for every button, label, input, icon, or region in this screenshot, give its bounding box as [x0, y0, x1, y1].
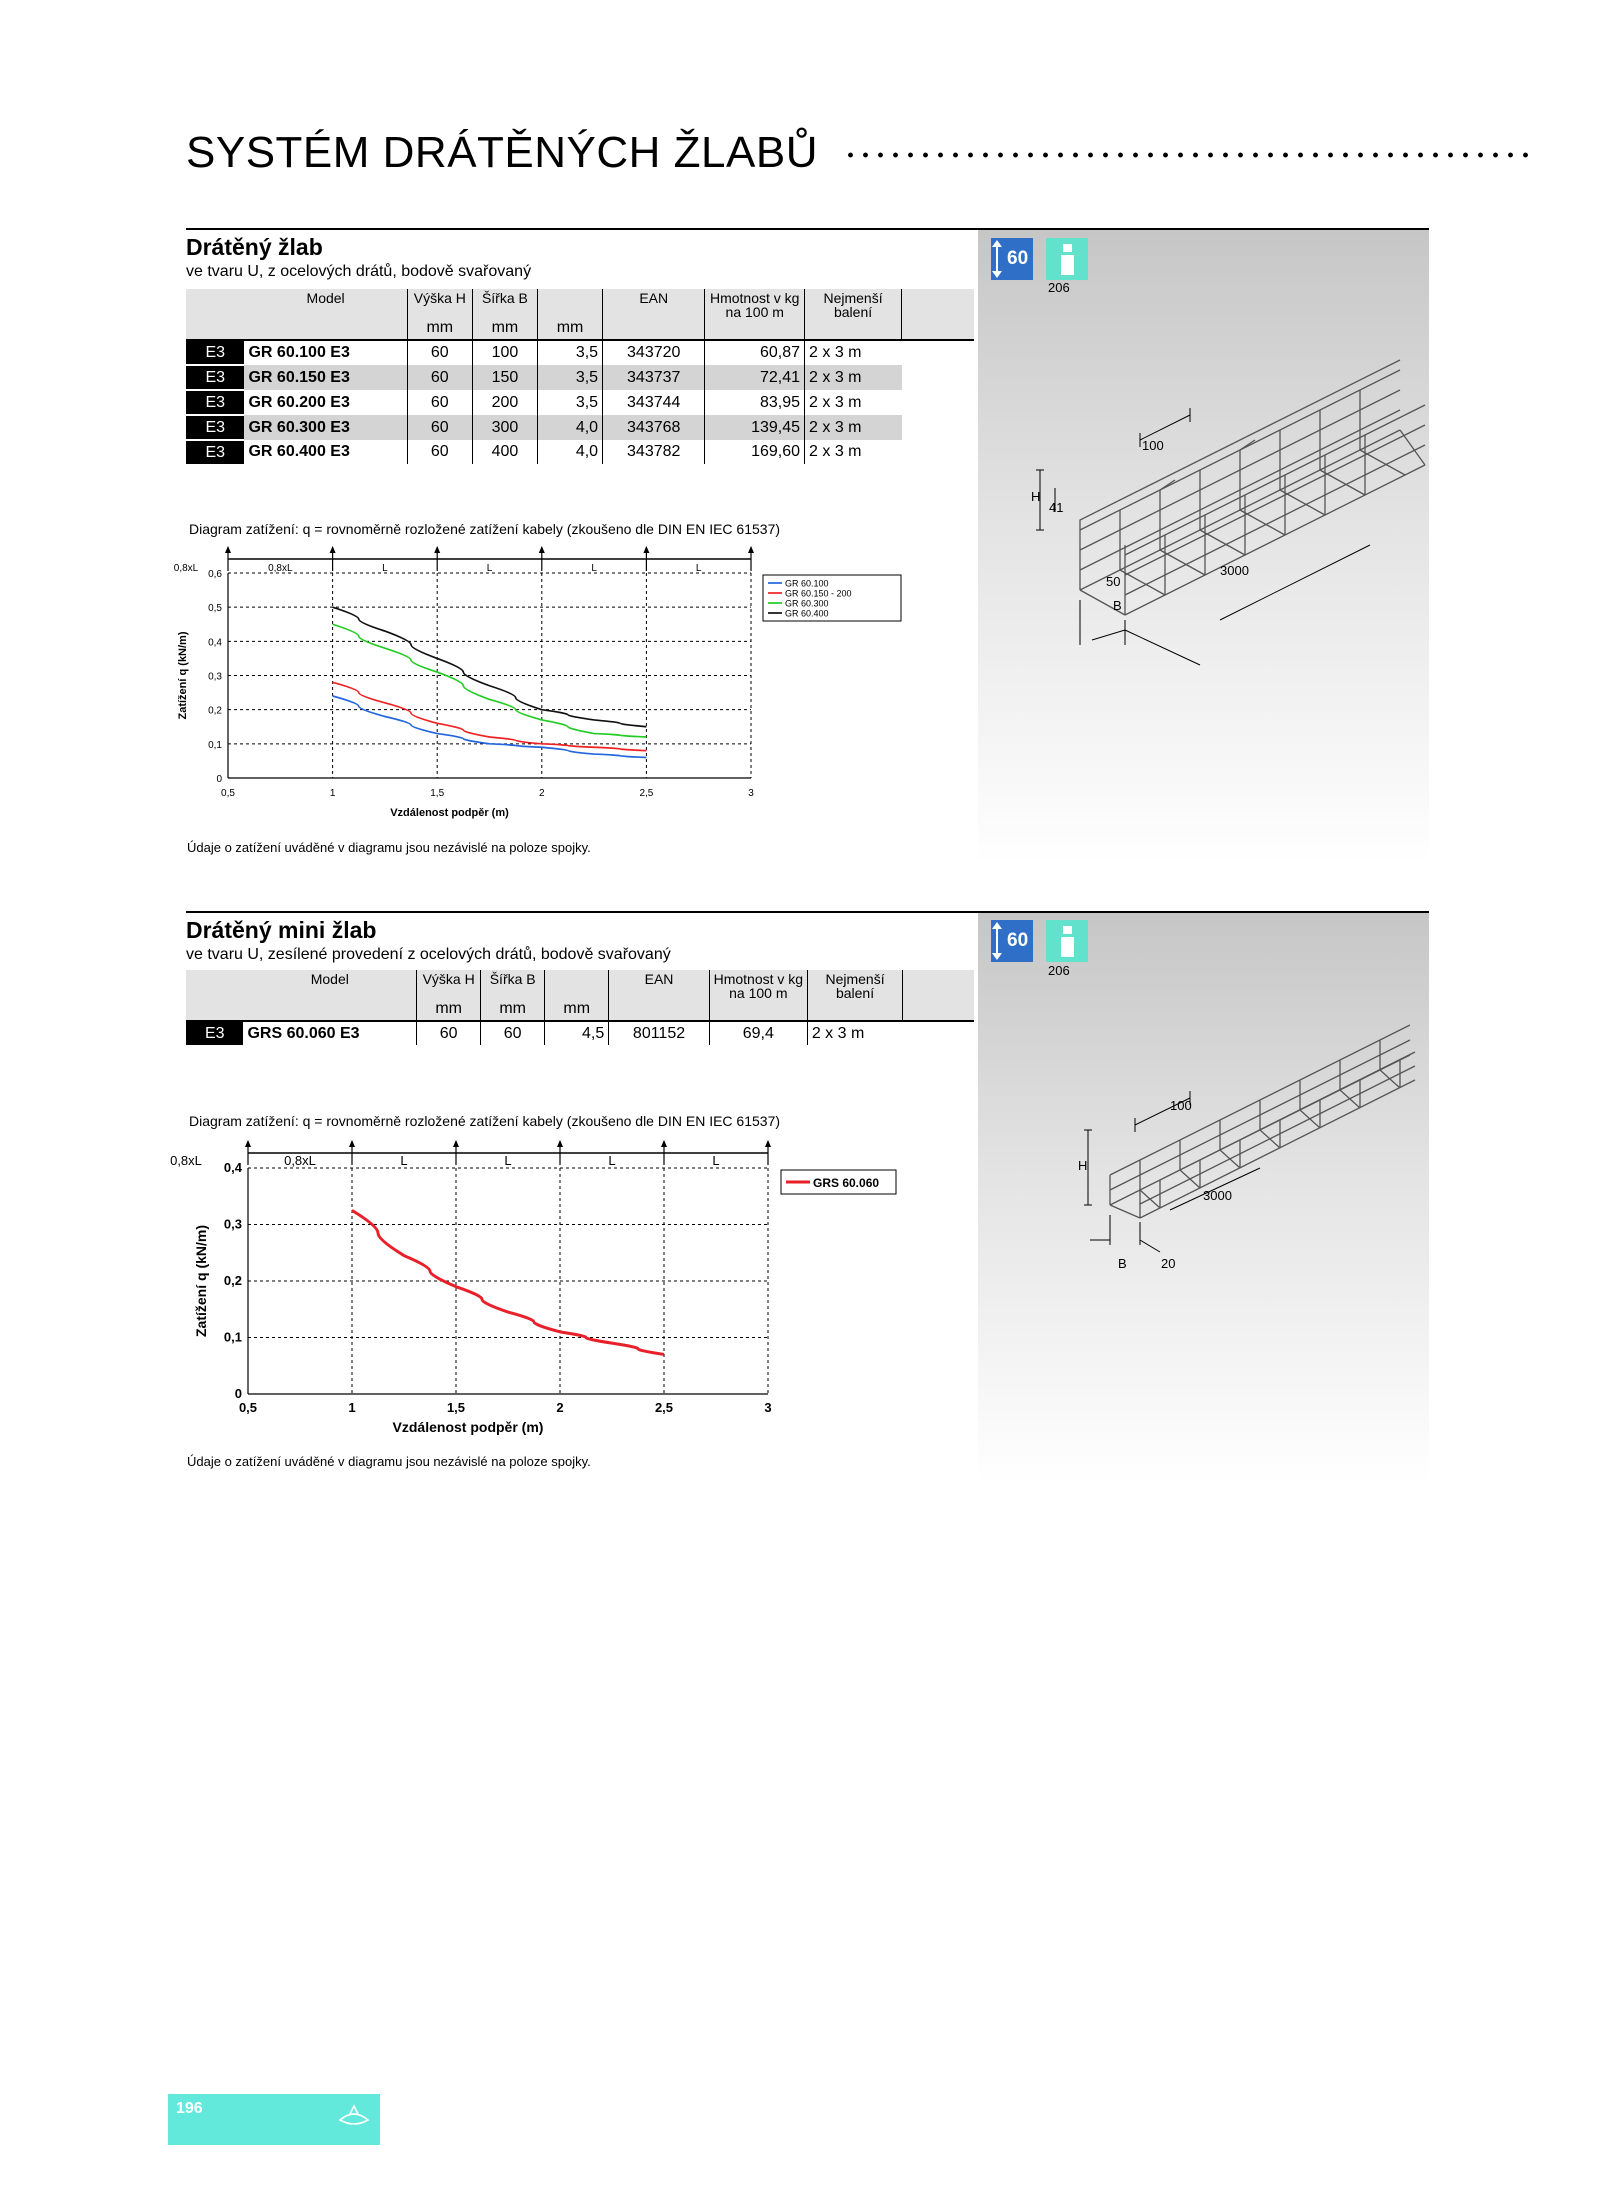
cell-wire: 3,5 [537, 340, 602, 365]
span-label: L [712, 1153, 720, 1168]
span-label: L [591, 563, 597, 574]
x-tick-label: 3 [748, 788, 754, 799]
cell-model: GR 60.150 E3 [244, 365, 407, 390]
info-icon[interactable] [1046, 238, 1088, 280]
mini-wire-tray-drawing [1060, 990, 1420, 1290]
span-label: L [608, 1153, 616, 1168]
e3-tag: E3 [186, 365, 244, 390]
cell-wire: 4,5 [545, 1021, 609, 1045]
cell-width: 60 [481, 1021, 545, 1045]
y-axis-label: Zatížení q (kN/m) [177, 631, 189, 720]
x-tick-label: 2,5 [639, 788, 654, 799]
x-tick-label: 1,5 [430, 788, 445, 799]
cell-pack: 2 x 3 m [805, 390, 902, 415]
cell-height: 60 [407, 415, 472, 440]
col-model: Model [310, 971, 349, 987]
cell-height: 60 [407, 390, 472, 415]
cell-weight: 72,41 [705, 365, 805, 390]
cell-model: GR 60.200 E3 [248, 393, 350, 411]
e3-tag: E3 [186, 415, 244, 440]
product-table: Model Výška H Šířka B EAN Hmotnost v kg na 100 m Nejmenší balení mm mm mm E3 GRS 60.060 E3 60 60 4,5 801152 69,4 2 x 3 m [186, 970, 974, 1045]
cell-model: GR 60.100 E3 [248, 344, 350, 361]
cell-weight: 69,4 [709, 1021, 807, 1045]
product-table: Model Výška H Šířka B EAN Hmotnost v kg na 100 m Nejmenší balení mm mm mm E3 GR 60.100 E3 60 100 3,5 343720 60,87 2 x 3 m E3 GR 60.150 E3 60 150 3,5 343737 72,41 2 x 3 m E3 GR 60.200 E3 60 200 3,5 343744 83,95 2 x 3 m E3 GR 60.300 E3 60 300 4,0 343768 139,45 2 x 3 m E3 GR 60.400 E3 60 400 4,0 343782 169,60 2 x 3 m [186, 289, 974, 464]
support-arrow-head [434, 546, 440, 553]
title-dotted-leader [843, 152, 1533, 158]
x-tick-label: 1 [348, 1400, 356, 1415]
cell-width: 300 [472, 415, 537, 440]
x-tick-label: 1 [329, 788, 336, 799]
e3-tag: E3 [186, 390, 244, 415]
e3-tag: E3 [186, 1021, 243, 1045]
y-tick-label: 0,2 [208, 705, 222, 717]
cell-height: 60 [407, 340, 472, 365]
e3-tag: E3 [186, 440, 244, 464]
cell-weight: 139,45 [705, 415, 805, 440]
col-wire [545, 970, 609, 1000]
y-tick-label: 0,6 [208, 569, 222, 580]
span-label: L [486, 563, 493, 574]
cell-model: GR 60.300 E3 [244, 415, 407, 440]
chart-note: Údaje o zatížení uváděné v diagramu jsou nezávislé na poloze spojky. [187, 840, 591, 855]
table-row [186, 1021, 974, 1045]
height-badge: 60 [991, 238, 1033, 280]
section-subtitle: ve tvaru U, zesílené provedení z ocelových drátů, bodově svařovaný [186, 946, 671, 963]
legend-label: GR 60.400 [785, 608, 829, 619]
col-height: Výška H [407, 289, 472, 319]
span-label: 0,8xL [284, 1153, 316, 1168]
cell-width: 200 [472, 390, 537, 415]
diagram-caption: Diagram zatížení: q = rovnoměrně rozložené zatížení kabely (zkoušeno dle DIN EN IEC 61537) [189, 521, 781, 537]
e3-tag: E3 [186, 340, 244, 365]
chart-note: Údaje o zatížení uváděné v diagramu jsou nezávislé na poloze spojky. [187, 1454, 591, 1469]
diagram-caption: Diagram zatížení: q = rovnoměrně rozložené zatížení kabely (zkoušeno dle DIN EN IEC 61537) [189, 1113, 781, 1129]
span-label: 0,8xL [170, 1153, 202, 1168]
support-arrow-head [643, 546, 649, 553]
cell-weight: 60,87 [705, 340, 805, 365]
cell-ean: 343782 [603, 440, 705, 464]
table-row [186, 365, 974, 390]
x-tick-label: 0,5 [238, 1400, 258, 1415]
span-label: L [382, 563, 388, 574]
support-arrow-head [557, 1140, 563, 1147]
y-tick-label: 0,3 [223, 1216, 242, 1232]
cell-wire: 4,0 [537, 440, 602, 464]
cell-wire: 4,0 [537, 415, 602, 440]
x-axis-label: Vzdálenost podpěr (m) [390, 807, 509, 819]
y-axis-label: Zatížení q (kN/m) [193, 1224, 209, 1338]
span-label: 0,8xL [173, 563, 199, 574]
cell-ean: 343768 [603, 415, 705, 440]
y-tick-label: 0,3 [208, 671, 222, 683]
section-title: Drátěný žlab [186, 234, 323, 260]
y-tick-label: 0,5 [208, 603, 222, 615]
dim-b: B [1118, 1256, 1127, 1271]
cell-wire: 3,5 [537, 390, 602, 415]
cell-ean: 801152 [609, 1021, 710, 1045]
col-width: Šířka B [481, 970, 545, 1000]
cell-pack: 2 x 3 m [805, 365, 902, 390]
y-tick-label: 0,1 [208, 739, 222, 751]
legend-label: GR 60.150 - 200 [785, 588, 852, 599]
height-arrow-icon [996, 924, 998, 958]
support-arrow-head [349, 1140, 355, 1147]
legend-label: GRS 60.060 [813, 1176, 880, 1190]
x-tick-label: 3 [764, 1400, 772, 1415]
cell-pack: 2 x 3 m [805, 415, 902, 440]
dim-length: 3000 [1220, 563, 1249, 578]
col-pack: Nejmenší balení [805, 289, 902, 319]
series-line [333, 607, 647, 727]
cell-height: 60 [407, 440, 472, 464]
col-ean: EAN [603, 289, 705, 319]
cell-model: GR 60.400 E3 [248, 443, 350, 460]
series-line [333, 682, 647, 750]
page-reference: 206 [1048, 280, 1070, 295]
series-line [352, 1210, 664, 1354]
span-label: L [695, 563, 702, 574]
dim-h-value: 41 [1049, 500, 1064, 515]
table-row [186, 390, 974, 415]
y-tick-label: 0,2 [223, 1273, 242, 1288]
load-chart [170, 1130, 906, 1450]
col-ean: EAN [609, 970, 710, 1000]
col-pack: Nejmenší balení [807, 970, 902, 1000]
cell-ean: 343720 [603, 340, 705, 365]
cell-height: 60 [417, 1021, 481, 1045]
cell-model: GRS 60.060 E3 [247, 1024, 360, 1042]
support-arrow-head [765, 1140, 771, 1147]
info-icon[interactable] [1046, 920, 1088, 962]
support-arrow-head [661, 1140, 667, 1147]
cell-height: 60 [407, 365, 472, 390]
support-arrow-head [330, 546, 336, 553]
cell-wire: 3,5 [537, 365, 602, 390]
support-arrow-head [225, 546, 231, 553]
dim-width-top: 100 [1142, 438, 1164, 453]
cell-pack: 2 x 3 m [805, 340, 902, 365]
col-width: Šířka B [472, 289, 537, 319]
cell-width: 400 [472, 440, 537, 464]
x-axis-label: Vzdálenost podpěr (m) [392, 1419, 544, 1435]
legend-label: GR 60.100 [785, 578, 829, 589]
y-tick-label: 0 [216, 774, 222, 785]
table-row [186, 340, 974, 365]
page-title: SYSTÉM DRÁTĚNÝCH ŽLABŮ [186, 128, 818, 177]
x-tick-label: 2,5 [654, 1400, 674, 1415]
cell-ean: 343737 [603, 365, 705, 390]
wire-tray-drawing [1030, 300, 1425, 640]
support-arrow-head [748, 546, 754, 553]
y-tick-label: 0,1 [223, 1329, 242, 1345]
y-tick-label: 0,4 [223, 1160, 242, 1175]
dim-bottom: 50 [1106, 574, 1121, 589]
col-wire [537, 289, 602, 319]
y-tick-label: 0 [234, 1386, 242, 1401]
col-height: Výška H [417, 970, 481, 1000]
col-model: Model [306, 290, 345, 306]
dim-bottom: 20 [1161, 1256, 1176, 1271]
cell-weight: 169,60 [705, 440, 805, 464]
dim-b: B [1113, 598, 1122, 613]
height-arrow-icon [996, 242, 998, 276]
cell-ean: 343744 [603, 390, 705, 415]
load-chart [173, 540, 906, 840]
cable-tray-icon [338, 2104, 370, 2132]
x-tick-label: 1,5 [446, 1400, 466, 1415]
table-row [186, 440, 974, 464]
x-tick-label: 0,5 [221, 788, 235, 799]
cell-width: 150 [472, 365, 537, 390]
support-arrow-head [245, 1140, 251, 1147]
dim-length: 3000 [1203, 1188, 1232, 1203]
cell-pack: 2 x 3 m [807, 1021, 902, 1045]
legend-label: GR 60.300 [785, 598, 829, 609]
x-tick-label: 2 [539, 788, 545, 799]
dim-h: H [1078, 1158, 1088, 1173]
height-badge: 60 [991, 920, 1033, 962]
section-title: Drátěný mini žlab [186, 917, 377, 943]
cell-width: 100 [472, 340, 537, 365]
section-subtitle: ve tvaru U, z ocelových drátů, bodově svařovaný [186, 263, 532, 280]
dim-width-top: 100 [1170, 1098, 1192, 1113]
col-weight: Hmotnost v kg na 100 m [709, 970, 807, 1000]
span-label: L [504, 1153, 512, 1168]
span-label: 0,8xL [268, 563, 293, 574]
y-tick-label: 0,4 [208, 637, 222, 649]
span-label: L [400, 1153, 408, 1168]
cell-pack: 2 x 3 m [805, 440, 902, 464]
col-weight: Hmotnost v kg na 100 m [705, 289, 805, 319]
page-reference: 206 [1048, 963, 1070, 978]
dim-h: H [1031, 489, 1041, 504]
cell-weight: 83,95 [705, 390, 805, 415]
support-arrow-head [539, 546, 545, 553]
x-tick-label: 2 [556, 1400, 564, 1415]
table-row [186, 415, 974, 440]
page-number: 196 [176, 2100, 203, 2117]
support-arrow-head [453, 1140, 459, 1147]
